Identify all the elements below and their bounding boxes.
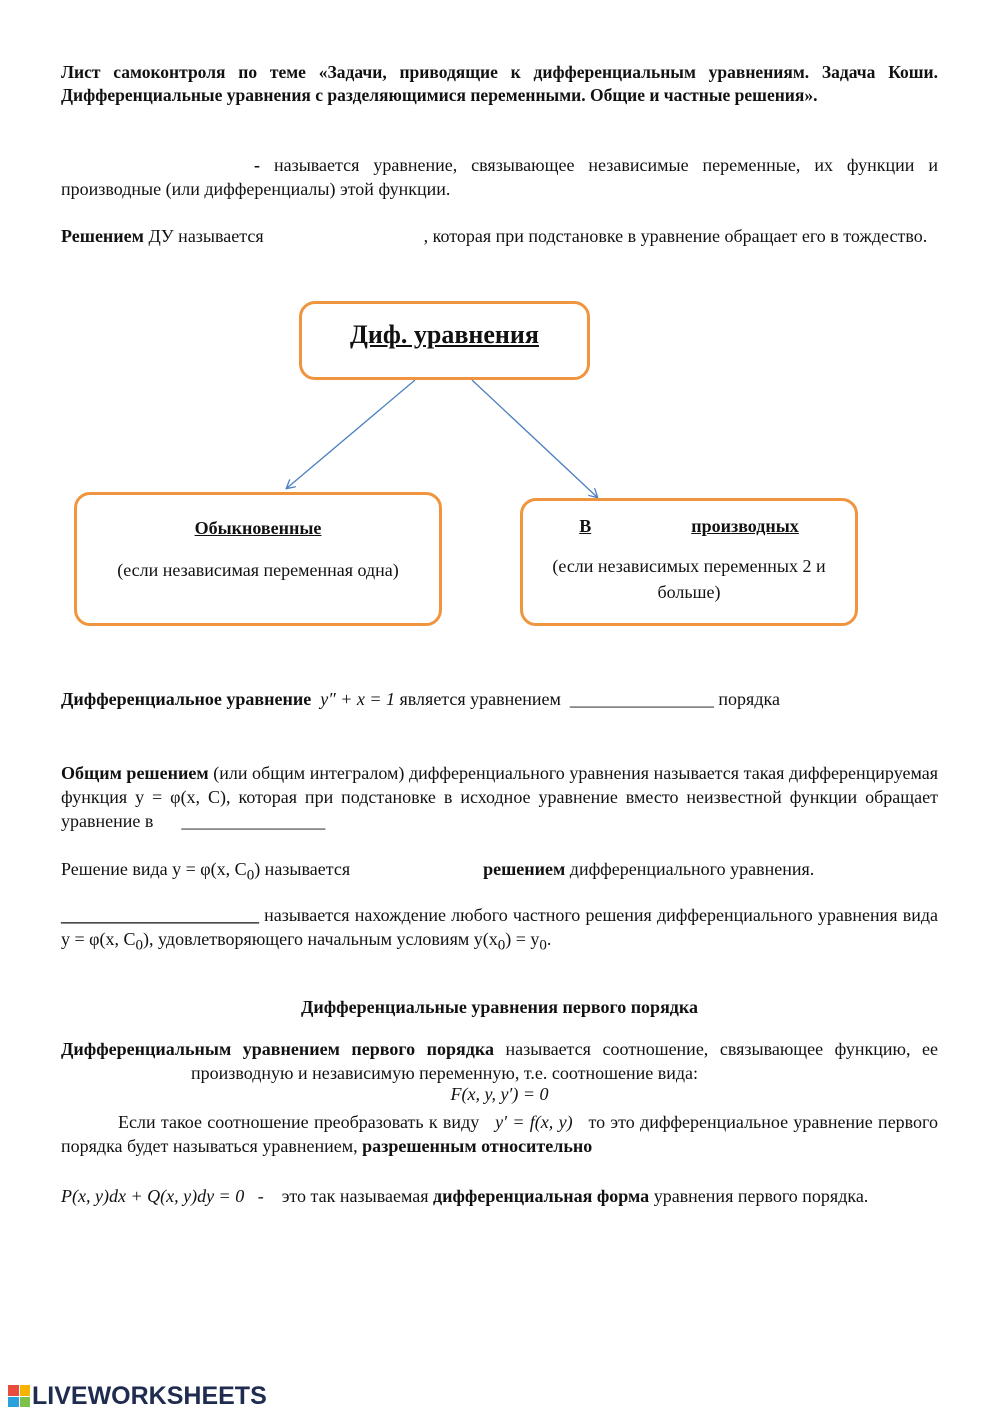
diff-form-dash: - <box>257 1186 264 1206</box>
particular-bold: решением <box>483 859 566 879</box>
diff-form-text1: это так называемая <box>281 1186 429 1206</box>
first-order-text1: называется соотношение, связывающее функцию, ее <box>493 1039 938 1059</box>
cauchy-paragraph <box>61 903 938 958</box>
resolved-formula: y′ = f(x, y) <box>495 1112 573 1132</box>
cauchy-blank[interactable]: ______________________ <box>61 905 259 925</box>
cauchy-text1: называется нахождение любого частного решения дифференциального уравнения вида y = φ(x, C <box>61 905 938 949</box>
cauchy-sub0: 0 <box>135 937 144 954</box>
definition-dash: - <box>254 155 260 175</box>
partial-subtext: (если независимых переменных 2 и больше) <box>552 556 826 602</box>
first-order-bold: Дифференциальным уравнением первого порядка <box>61 1039 494 1059</box>
logo-cube-icon <box>8 1385 30 1407</box>
diff-form-bold: дифференциальная форма <box>432 1186 650 1206</box>
solution-bold: Решением <box>61 226 144 246</box>
partial-heading-a: В <box>579 516 592 536</box>
diff-form-formula: P(x, y)dx + Q(x, y)dy = 0 <box>61 1186 245 1206</box>
first-order-formula: F(x, y, y′) = 0 <box>450 1084 549 1104</box>
resolved-text1: Если такое соотношение преобразовать к виду <box>118 1112 480 1132</box>
cauchy-sub2: 0 <box>539 937 547 954</box>
diagram-main-box <box>299 301 590 380</box>
cauchy-sub1: 0 <box>497 937 506 954</box>
diff-form-text2: уравнения первого порядка. <box>649 1186 869 1206</box>
liveworksheets-logo[interactable] <box>8 1383 267 1409</box>
solution-after: , которая при подстановке в уравнение обращает его в тождество. <box>423 226 928 246</box>
particular-sub: 0 <box>246 867 255 884</box>
general-text: (или общим интегралом) дифференциального уравнения называется такая дифференцируемая функция y = φ(x, C), которая при подстановке в исходное уравнение вместо неизвестной функции обращает уравнение в <box>61 763 938 831</box>
order-paragraph <box>61 687 938 711</box>
diagram-main-label: Диф. уравнения <box>350 320 539 349</box>
particular-mid: ) называется <box>254 859 351 879</box>
diff-form-paragraph <box>61 1184 938 1208</box>
section-title: Дифференциальные уравнения первого порядка <box>300 997 699 1017</box>
resolved-text2: то это дифференциальное уравнение первого порядка будет называться уравнением, <box>61 1112 938 1156</box>
order-blank[interactable]: ________________ <box>569 689 714 709</box>
document-title: Лист самоконтроля по теме «Задачи, приводящие к дифференциальным уравнениям. Задача Коши. Дифференциальные уравнения с разделяющимися переменными. Общие и частные решения». <box>61 62 938 105</box>
general-blank[interactable]: ________________ <box>181 811 326 831</box>
order-formula: y″ + x = 1 <box>320 689 396 709</box>
resolved-bold: разрешенным относительно <box>362 1136 593 1156</box>
general-solution-paragraph <box>61 761 938 833</box>
diagram-partial-box <box>520 498 858 626</box>
cauchy-text2: ), удовлетворяющего начальным условиям y(x <box>143 929 498 949</box>
first-order-paragraph <box>61 1037 938 1085</box>
general-bold: Общим решением <box>61 763 209 783</box>
definition-text: называется уравнение, связывающее независимые переменные, их функции и производные (или дифференциалы) этой функции. <box>61 155 938 199</box>
particular-paragraph <box>61 857 938 888</box>
partial-heading <box>523 516 855 537</box>
order-bold: Дифференциальное уравнение <box>61 689 312 709</box>
first-order-text2: производную и независимую переменную, т.е. соотношение вида: <box>191 1063 698 1083</box>
order-end: порядка <box>713 689 780 709</box>
cauchy-text3: ) = y <box>505 929 540 949</box>
arrow-left <box>287 380 415 488</box>
arrow-right <box>472 380 597 497</box>
order-middle: является уравнением <box>395 689 561 709</box>
diagram-ordinary-box <box>74 492 442 626</box>
solution-before: ДУ называется <box>143 226 264 246</box>
particular-before: Решение вида y = φ(x, C <box>61 859 247 879</box>
cauchy-text4: . <box>546 929 552 949</box>
resolved-paragraph <box>61 1110 938 1158</box>
partial-heading-b: производных <box>691 516 799 536</box>
ordinary-heading: Обыкновенные <box>194 518 322 538</box>
logo-text: LIVEWORKSHEETS <box>32 1381 267 1410</box>
particular-after: дифференциального уравнения. <box>565 859 815 879</box>
ordinary-subtext: (если независимая переменная одна) <box>117 560 399 580</box>
